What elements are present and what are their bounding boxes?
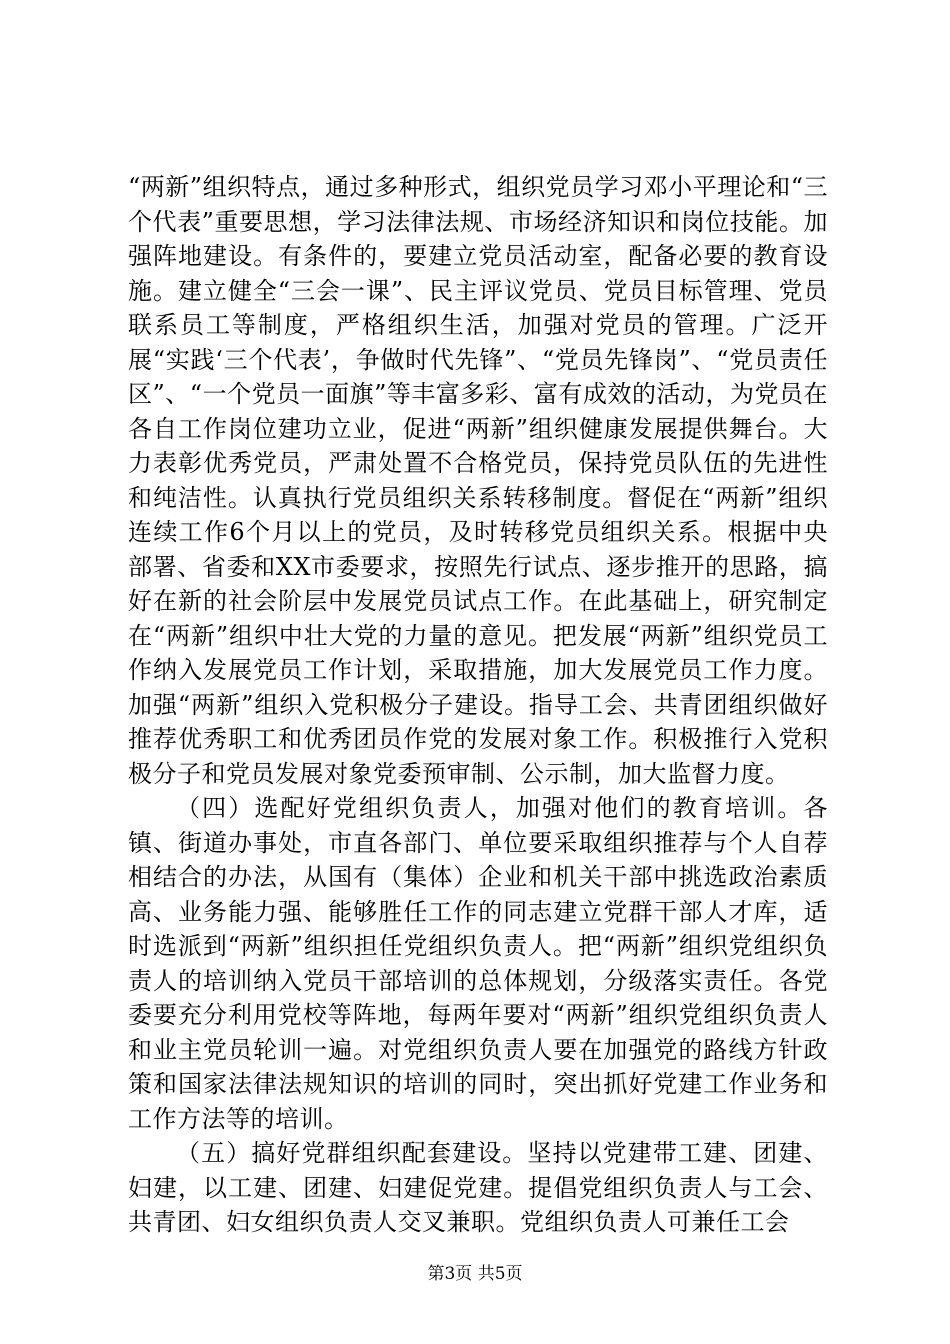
page-footer: 第3页 共5页 bbox=[427, 1264, 523, 1284]
paragraph-2: （四）选配好党组织负责人，加强对他们的教育培训。各镇、街道办事处，市直各部门、单位要采取组织推荐与个人自荐相结合的办法，从国有（集体）企业和机关干部中挑选政治素质高、业务能力强、能够胜任工作的同志建立党群干部人才库，适时选派到“两新”组织担任党组织负责人。把“两新”组织党组织负责人的培训纳入党员干部培训的总体规划，分级落实责任。各党委要充分利用党校等阵地，每两年要对“两新”组织党组织负责人和业主党员轮训一遍。对党组织负责人要在加强党的路线方针政策和国家法律法规知识的培训的同时，突出抓好党建工作业务和工作方法等的培训。 bbox=[128, 794, 828, 1133]
document-body bbox=[128, 170, 828, 1240]
paragraph-3: （五）搞好党群组织配套建设。坚持以党建带工建、团建、妇建，以工建、团建、妇建促党建。提倡党组织负责人与工会、共青团、妇女组织负责人交叉兼职。党组织负责人可兼任工会 bbox=[128, 1139, 828, 1236]
paragraph-1: “两新”组织特点，通过多种形式，组织党员学习邓小平理论和“三个代表”重要思想，学习法律法规、市场经济知识和岗位技能。加强阵地建设。有条件的，要建立党员活动室，配备必要的教育设施。建立健全“三会一课”、民主评议党员、党员目标管理、党员联系员工等制度，严格组织生活，加强对党员的管理。广泛开展“实践‘三个代表’，争做时代先锋”、“党员先锋岗”、“党员责任区”、“一个党员一面旗”等丰富多彩、富有成效的活动，为党员在各自工作岗位建功立业，促进“两新”组织健康发展提供舞台。大力表彰优秀党员，严肃处置不合格党员，保持党员队伍的先进性和纯洁性。认真执行党员组织关系转移制度。督促在“两新”组织连续工作6个月以上的党员，及时转移党员组织关系。根据中央部署、省委和XX市委要求，按照先行试点、逐步推开的思路，搞好在新的社会阶层中发展党员试点工作。在此基础上，研究制定在“两新”组织中壮大党的力量的意见。把发展“两新”组织党员工作纳入发展党员工作计划，采取措施，加大发展党员工作力度。加强“两新”组织入党积极分子建设。指导工会、共青团组织做好推荐优秀职工和优秀团员作党的发展对象工作。积极推行入党积极分子和党员发展对象党委预审制、公示制，加大监督力度。 bbox=[128, 173, 828, 788]
